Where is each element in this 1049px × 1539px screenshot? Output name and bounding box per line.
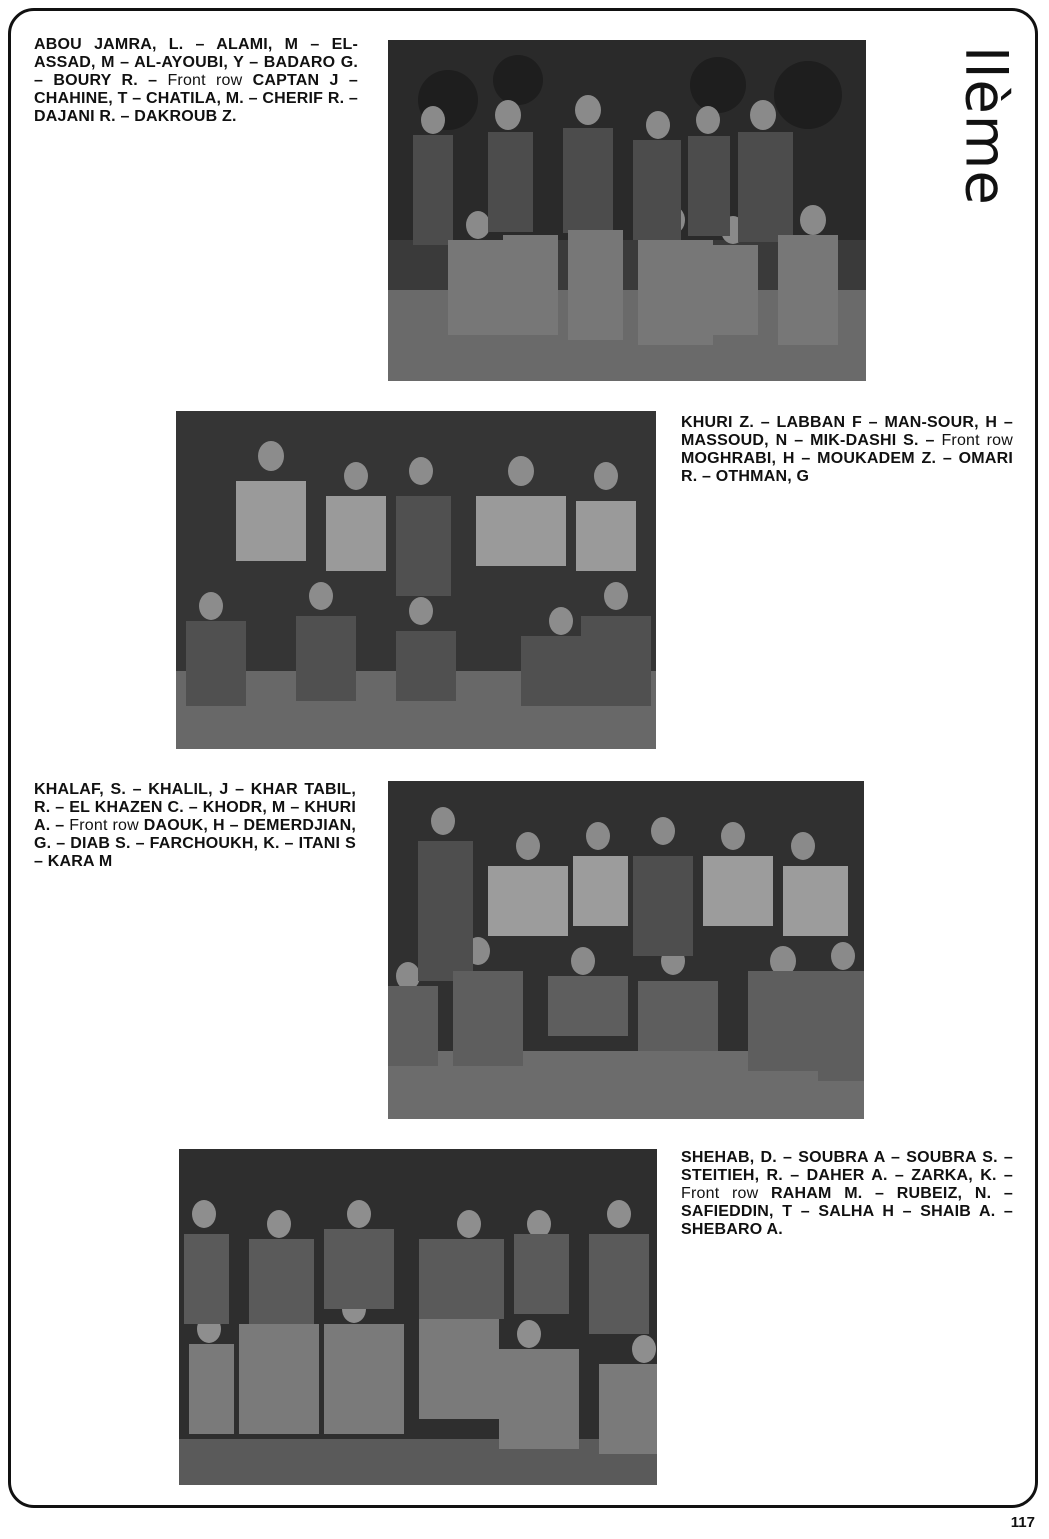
- class-photo-3: [388, 781, 864, 1119]
- caption-2: KHURI Z. – LABBAN F – MAN-SOUR, H – MASSOUD, N – MIK-DASHI S. – Front row MOGHRABI, H – MOUKADEM Z. – OMARI R. – OTHMAN, G: [681, 414, 1013, 485]
- page-number: 117: [1010, 1514, 1035, 1531]
- caption-4: SHEHAB, D. – SOUBRA A – SOUBRA S. – STEITIEH, R. – DAHER A. – ZARKA, K. – Front row RAHAM M. – RUBEIZ, N. – SAFIEDDIN, T – SALHA H – SHAIB A. – SHEBARO A.: [681, 1149, 1013, 1238]
- caption-1: ABOU JAMRA, L. – ALAMI, M – EL-ASSAD, M – AL-AYOUBI, Y – BADARO G. – BOURY R. – Front row CAPTAN J – CHAHINE, T – CHATILA, M. – CHERIF R. – DAJANI R. – DAKROUB Z.: [34, 36, 358, 125]
- class-photo-1: [388, 40, 866, 381]
- class-photo-4: [179, 1149, 657, 1485]
- section-title: llème: [952, 45, 1018, 206]
- caption-3: KHALAF, S. – KHALIL, J – KHAR TABIL, R. – EL KHAZEN C. – KHODR, M – KHURI A. – Front row DAOUK, H – DEMERDJIAN, G. – DIAB S. – FARCHOUKH, K. – ITANI S – KARA M: [34, 781, 356, 870]
- class-photo-2: [176, 411, 656, 749]
